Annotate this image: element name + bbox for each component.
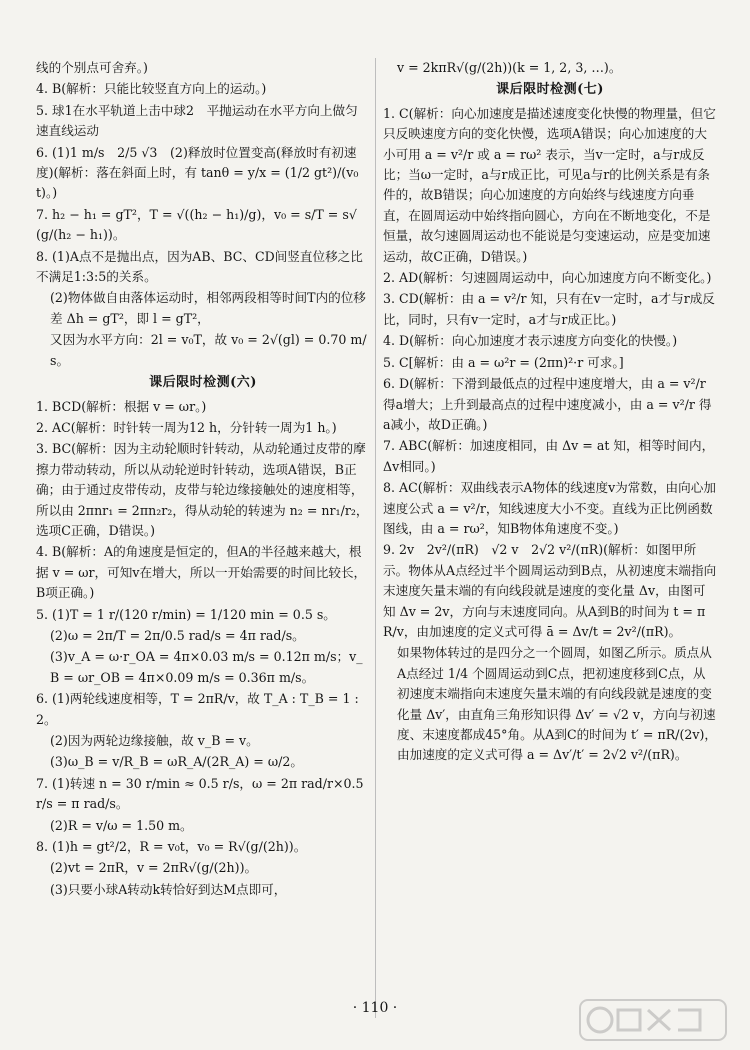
- paragraph: v = 2kπR√(g/(2h))(k = 1, 2, 3, …)。: [397, 60, 622, 75]
- left-column: [36, 58, 370, 901]
- paragraph: (2)vt = 2πR，v = 2πR√(g/(2h))。: [50, 860, 258, 876]
- paragraph: 6. (1)两轮线速度相等，T = 2πR/v，故 T_A : T_B = 1 : 2。: [36, 691, 359, 727]
- paragraph: 2. AD(解析：匀速圆周运动中，向心加速度方向不断变化。): [383, 270, 712, 286]
- paragraph: 5. 球1在水平轨道上击中球2 平抛运动在水平方向上做匀速直线运动: [36, 102, 358, 139]
- paragraph: 6. D(解析：下滑到最低点的过程中速度增大，由 a = v²/r 得a增大；上升到最高点的过程中速度减小，由 a = v²/r 得a减小，故D正确。): [383, 376, 712, 432]
- paragraph: (3)ω_B = v/R_B = ωR_A/(2R_A) = ω/2。: [50, 754, 303, 770]
- paragraph: (2)因为两轮边缘接触，故 v_B = v。: [50, 733, 259, 748]
- paragraph: (3)v_A = ω·r_OA = 4π×0.03 m/s = 0.12π m/s；v_B = ωr_OB = 4π×0.09 m/s = 0.36π m/s。: [50, 649, 363, 685]
- paragraph: 又因为水平方向：2l = v₀T，故 v₀ = 2√(gl) = 0.70 m/s。: [50, 332, 367, 368]
- paragraph: 8. (1)A点不是抛出点，因为AB、BC、CD间竖直位移之比不满足1:3:5的关系。: [36, 248, 363, 285]
- paragraph: 5. C[解析：由 a = ω²r = (2πn)²·r 可求。]: [383, 354, 624, 370]
- paragraph: 4. D(解析：向心加速度才表示速度方向变化的快慢。): [383, 333, 678, 349]
- paragraph: 线的个别点可舍弃。): [36, 60, 148, 75]
- paragraph: (2)R = v/ω = 1.50 m。: [50, 817, 193, 833]
- paragraph: (3)只要小球A转动k转恰好到达M点即可，: [50, 881, 287, 897]
- right-column: [383, 58, 717, 767]
- paragraph: 6. (1)1 m/s 2/5 √3 (2)释放时位置变高(释放时有初速度)(解析：落在斜面上时，有 tanθ = y/x = (1/2 gt²)/(v₀t)。): [36, 144, 359, 201]
- paragraph: (2)ω = 2π/T = 2π/0.5 rad/s = 4π rad/s。: [50, 627, 305, 643]
- paragraph: 3. CD(解析：由 a = v²/r 知，只有在v一定时，a才与r成反比，同时，只有v一定时，a才与r成正比。): [383, 291, 715, 327]
- paragraph: 3. BC(解析：因为主动轮顺时针转动，从动轮通过皮带的摩擦力带动转动，所以从动轮逆时针转动，选项A错误，B正确；由于通过皮带传动，皮带与轮边缘接触处的速度相等，所以由 2πnr₁ = 2πn₂r₂，得从动轮的转速为 n₂ = nr₁/r₂，选项C正确，D错误。): [36, 441, 369, 538]
- section-title: 课后限时检测(六): [149, 375, 257, 391]
- paragraph: 9. 2v 2v²/(πR) √2 v 2√2 v²/(πR)(解析：如图甲所示。物体从A点经过半个圆周运动到B点，从初速度末端指向末速度矢量末端的有向线段就是速度的变化量 Δv，由图可知 Δv = 2v，方向与末速度同向。从A到B的时间为 t = πR/v，由加速度的定义式可得 ā = Δv/t = 2v²/(πR)。: [383, 542, 717, 639]
- page-number: · 110 ·: [352, 1000, 398, 1016]
- paragraph: 1. BCD(解析：根据 v = ωr。): [36, 398, 207, 414]
- paragraph: 7. h₂ − h₁ = gT²，T = √((h₂ − h₁)/g)，v₀ = s/T = s√(g/(h₂ − h₁))。: [36, 206, 357, 243]
- column-divider: [375, 58, 376, 1018]
- paragraph: 8. (1)h = gt²/2，R = v₀t，v₀ = R√(g/(2h))。: [36, 839, 307, 855]
- paragraph: 5. (1)T = 1 r/(120 r/min) = 1/120 min = 0.5 s。: [36, 606, 336, 622]
- paragraph: 4. B(解析：只能比较竖直方向上的运动。): [36, 81, 267, 97]
- paragraph: 2. AC(解析：时针转一周为12 h，分针转一周为1 h。): [36, 419, 337, 435]
- paragraph: 7. (1)转速 n = 30 r/min ≈ 0.5 r/s，ω = 2π rad/r×0.5 r/s = π rad/s。: [36, 775, 364, 812]
- section-title: 课后限时检测(七): [496, 82, 604, 98]
- paragraph: 如果物体转过的是四分之一个圆周，如图乙所示。质点从A点经过 1/4 个圆周运动到C点，把初速度移到C点，从初速度末端指向末速度矢量末端的有向线段就是速度的变化量 Δv′，由直角三角形知识得 Δv′ = √2 v，方向与初速度、末速度都成45°角。从A到C的时间为 t′ = πR/(2v)，由加速度的定义式可得 a = Δv′/t′ = 2√2 v²/(πR)。: [397, 645, 717, 763]
- watermark-logo: [578, 998, 728, 1042]
- paragraph: 8. AC(解析：双曲线表示A物体的线速度v为常数，由向心加速度公式 a = v²/r，知线速度大小不变。直线为正比例函数图线，由 a = rω²，知B物体角速度不变。): [383, 480, 716, 536]
- paragraph: (2)物体做自由落体运动时，相邻两段相等时间T内的位移差 Δh = gT²，即 l = gT²，: [50, 290, 366, 326]
- paragraph: 7. ABC(解析：加速度相同，由 Δv = at 知，相等时间内，Δv相同。): [383, 438, 715, 474]
- paragraph: 4. B(解析：A的角速度是恒定的，但A的半径越来越大，根据 v = ωr，可知v在增大，所以一开始需要的时间比较长，B项正确。): [36, 544, 367, 601]
- paragraph: 1. C(解析：向心加速度是描述速度变化快慢的物理量，但它只反映速度方向的变化快慢，选项A错误；向心加速度的大小可用 a = v²/r 或 a = rω² 表示，当v一定时，a与r成反比；当ω一定时，a与r成正比，可见a与r的比例关系是有条件的，故B错误；向心加速度的方向始终与线速度方向垂直，在圆周运动中始终指向圆心，方向在不断地变化，不是恒量，故匀速圆周运动也不能说是匀变速运动，应是变加速运动，故C正确，D错误。): [383, 105, 716, 264]
